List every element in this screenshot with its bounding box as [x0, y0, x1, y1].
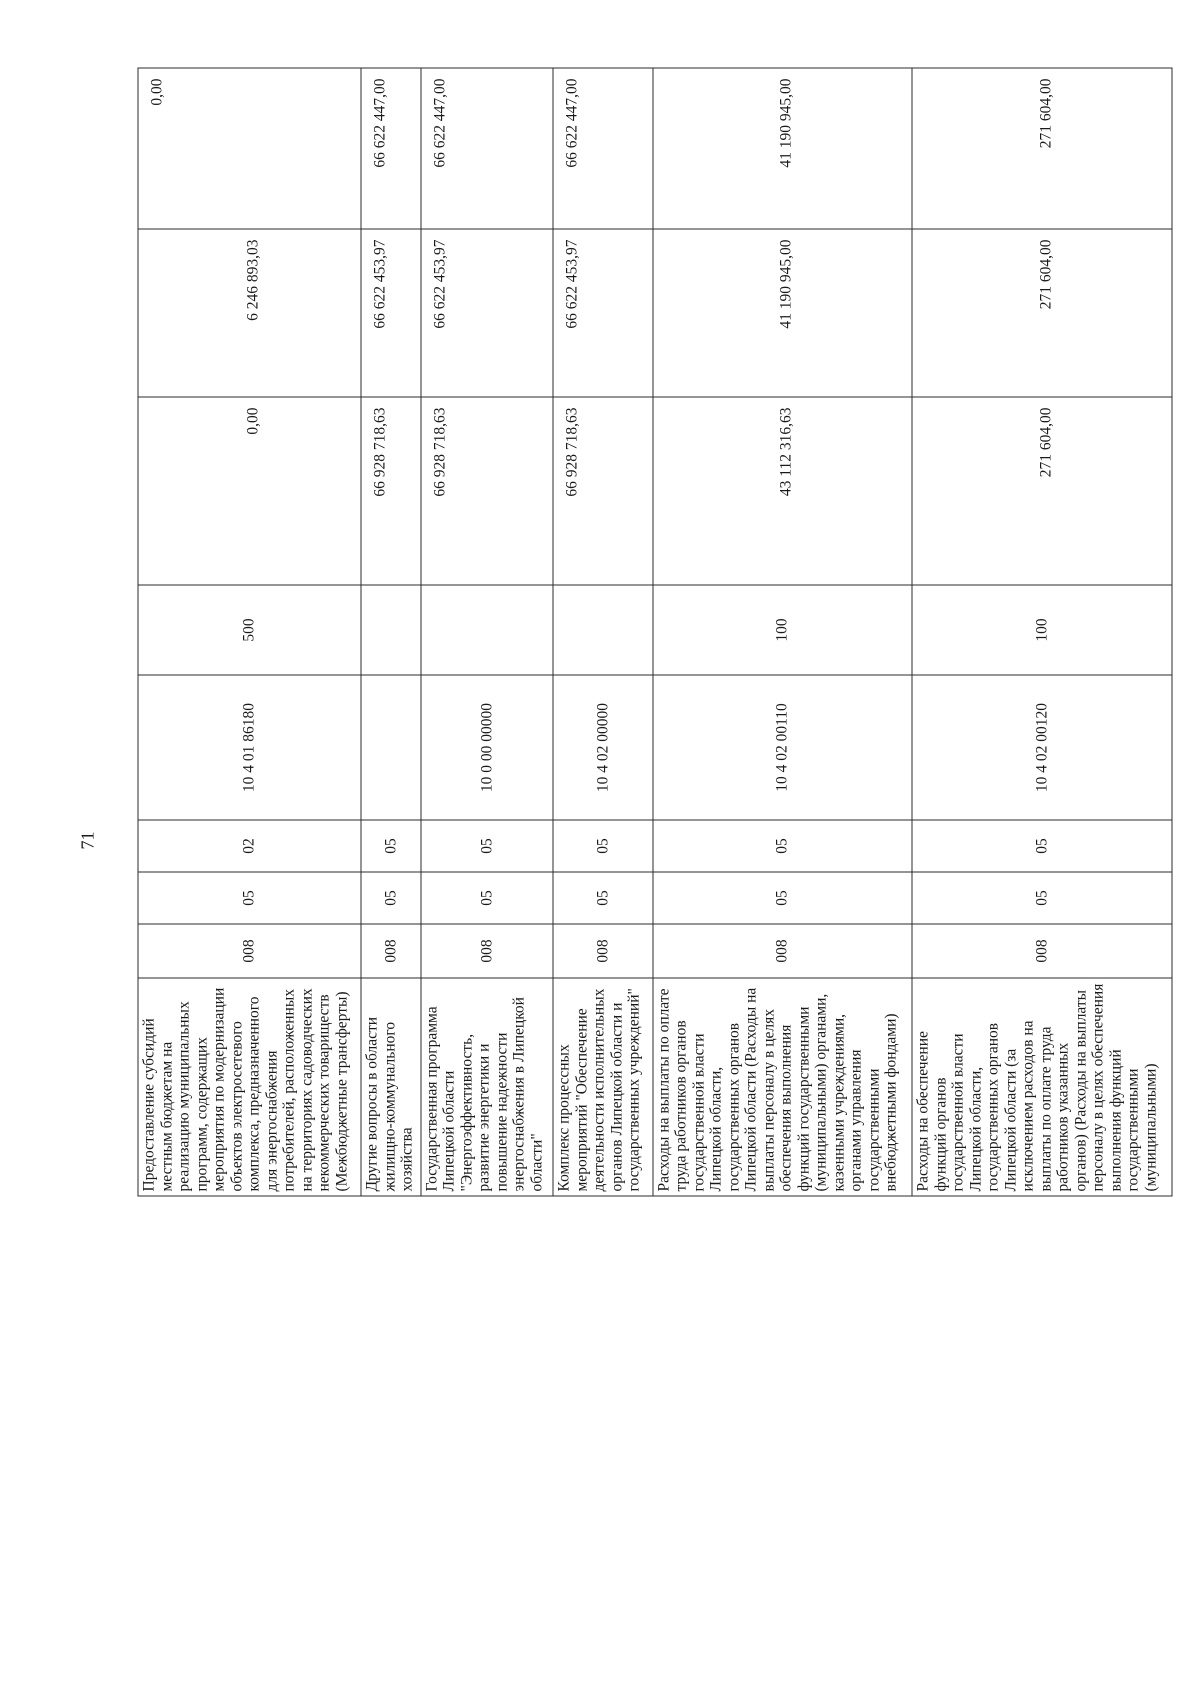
csr-cell: 10 4 01 86180 — [138, 675, 361, 820]
ved-cell: 008 — [420, 924, 552, 978]
row-name-cell: Предоставление субсидий местным бюджетам на реализацию муниципальных программ, содержащих мероприятия по модернизации объектов электросетевого комплекса, предназначенного для энергоснабжения потребителей, расположенных на территориях садоводческих некоммерческих товариществ (Межбюджетные трансферты) — [138, 978, 361, 1196]
sum-3-cell: 66 622 447,00 — [553, 68, 653, 229]
ved-cell: 008 — [138, 924, 361, 978]
csr-cell: 10 4 02 00000 — [553, 675, 653, 820]
sum-1-cell: 66 928 718,63 — [361, 397, 421, 585]
row-name-cell: Расходы на выплаты по оплате труда работников органов государственной власти Липецкой области, государственных органов Липецкой области (Расходы на выплаты персоналу в целях обеспечения выполнения функций государственными (муниципальными) органами, казенными учреждениями, органами управления государственными внебюджетными фондами) — [652, 978, 912, 1196]
rz-cell: 05 — [420, 872, 552, 924]
rz-cell: 05 — [912, 872, 1172, 924]
page-number: 71 — [77, 831, 98, 850]
sum-1-cell: 66 928 718,63 — [420, 397, 552, 585]
pr-cell: 05 — [361, 820, 421, 872]
sum-3-cell: 41 190 945,00 — [652, 68, 912, 229]
vr-cell — [361, 585, 421, 675]
vr-cell: 100 — [652, 585, 912, 675]
rz-cell: 05 — [553, 872, 653, 924]
row-name-cell: Комплекс процессных мероприятий "Обеспечение деятельности исполнительных органов Липецкой области и государственных учреждений" — [553, 978, 653, 1196]
sum-3-cell: 271 604,00 — [912, 68, 1172, 229]
row-name-cell: Расходы на обеспечение функций органов государственной власти Липецкой области, государственных органов Липецкой области (за исключением расходов на выплаты по оплате труда работников указанных органов) (Расходы на выплаты персоналу в целях обеспечения выполнения функций государственными (муниципальными) — [912, 978, 1172, 1196]
row-name-cell: Государственная программа Липецкой области "Энергоэффективность, развитие энергетики и повышение надежности энергоснабжения в Липецкой области" — [420, 978, 552, 1196]
table-row — [138, 68, 361, 1196]
sum-2-cell: 41 190 945,00 — [652, 229, 912, 397]
rotated-table-frame — [137, 69, 1172, 1197]
vr-cell — [420, 585, 552, 675]
vr-cell — [553, 585, 653, 675]
sum-2-cell: 66 622 453,97 — [420, 229, 552, 397]
rz-cell: 05 — [138, 872, 361, 924]
sum-3-cell: 66 622 447,00 — [361, 68, 421, 229]
pr-cell: 05 — [912, 820, 1172, 872]
pr-cell: 02 — [138, 820, 361, 872]
vr-cell: 100 — [912, 585, 1172, 675]
csr-cell: 10 4 02 00120 — [912, 675, 1172, 820]
rz-cell: 05 — [361, 872, 421, 924]
csr-cell — [361, 675, 421, 820]
table-row — [553, 68, 653, 1196]
vr-cell: 500 — [138, 585, 361, 675]
pr-cell: 05 — [553, 820, 653, 872]
sum-1-cell: 66 928 718,63 — [553, 397, 653, 585]
table-row — [652, 68, 912, 1196]
sum-2-cell: 271 604,00 — [912, 229, 1172, 397]
ved-cell: 008 — [652, 924, 912, 978]
ved-cell: 008 — [361, 924, 421, 978]
budget-table — [137, 68, 1172, 1197]
table-row — [361, 68, 421, 1196]
pr-cell: 05 — [420, 820, 552, 872]
table-body — [138, 68, 1172, 1196]
csr-cell: 10 0 00 00000 — [420, 675, 552, 820]
sum-3-cell: 66 622 447,00 — [420, 68, 552, 229]
sum-1-cell: 43 112 316,63 — [652, 397, 912, 585]
rz-cell: 05 — [652, 872, 912, 924]
sum-2-cell: 6 246 893,03 — [138, 229, 361, 397]
ved-cell: 008 — [912, 924, 1172, 978]
table-row — [420, 68, 552, 1196]
ved-cell: 008 — [553, 924, 653, 978]
table-row — [912, 68, 1172, 1196]
sum-2-cell: 66 622 453,97 — [361, 229, 421, 397]
csr-cell: 10 4 02 00110 — [652, 675, 912, 820]
sum-3-cell: 0,00 — [138, 68, 361, 229]
sum-2-cell: 66 622 453,97 — [553, 229, 653, 397]
pr-cell: 05 — [652, 820, 912, 872]
sum-1-cell: 271 604,00 — [912, 397, 1172, 585]
sum-1-cell: 0,00 — [138, 397, 361, 585]
row-name-cell: Другие вопросы в области жилищно-коммунального хозяйства — [361, 978, 421, 1196]
